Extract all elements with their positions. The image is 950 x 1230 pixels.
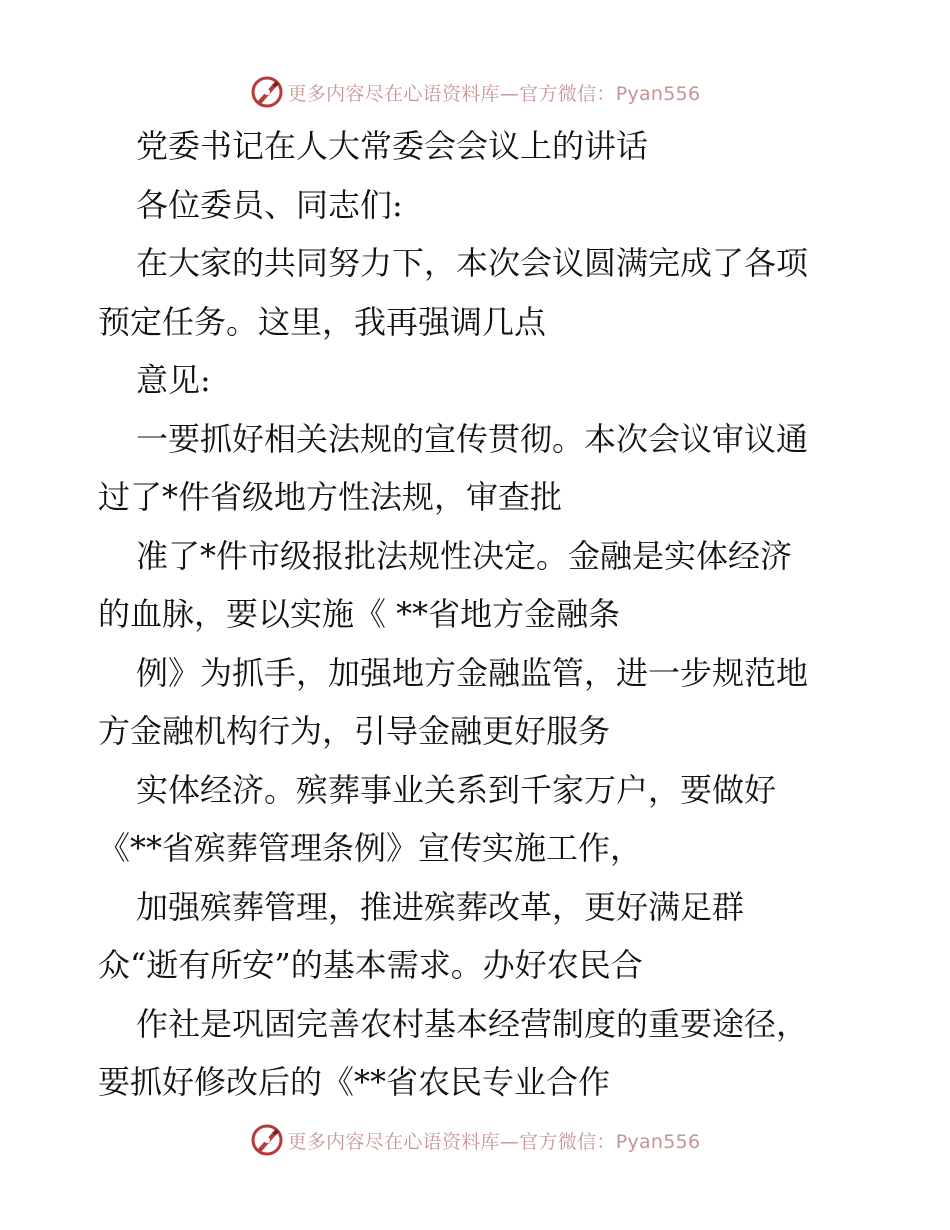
watermark-wechat-id: Pyan556 <box>615 82 701 105</box>
doc-line: 预定任务。这里，我再强调几点 <box>98 303 547 341</box>
document-body <box>0 120 950 1110</box>
doc-line: 方金融机构行为，引导金融更好服务 <box>98 712 611 750</box>
doc-line: 例》为抓手，加强地方金融监管，进一步规范地 <box>136 654 809 692</box>
pen-logo-icon <box>250 75 284 109</box>
watermark-separator: — <box>499 1130 520 1153</box>
doc-line: 要抓好修改后的《**省农民专业合作 <box>98 1063 611 1101</box>
watermark-site: 更多内容尽在心语资料库 <box>287 82 500 105</box>
watermark-wechat-label: 官方微信： <box>519 1130 616 1153</box>
header-watermark <box>0 72 950 112</box>
watermark-separator: — <box>499 82 520 105</box>
doc-title: 党委书记在人大常委会会议上的讲话 <box>136 127 649 165</box>
doc-line: 准了*件市级报批法规性决定。金融是实体经济 <box>136 537 793 575</box>
watermark-content <box>250 1123 701 1157</box>
watermark-content <box>250 75 701 109</box>
watermark-text <box>288 79 701 106</box>
watermark-text <box>288 1127 701 1154</box>
doc-line: 过了*件省级地方性法规，审查批 <box>98 478 563 516</box>
doc-salutation: 各位委员、同志们: <box>136 186 403 224</box>
doc-line: 在大家的共同努力下，本次会议圆满完成了各项 <box>136 244 809 282</box>
doc-line: 加强殡葬管理，推进殡葬改革，更好满足群 <box>136 888 745 926</box>
watermark-wechat-id: Pyan556 <box>615 1130 701 1153</box>
doc-line: 众“逝有所安”的基本需求。办好农民合 <box>98 946 643 984</box>
footer-watermark <box>0 1120 950 1160</box>
doc-line: 实体经济。殡葬事业关系到千家万户，要做好 <box>136 771 777 809</box>
doc-line: 的血脉，要以实施《 **省地方金融条 <box>98 595 621 633</box>
doc-line: 一要抓好相关法规的宣传贯彻。本次会议审议通 <box>136 420 809 458</box>
doc-line: 意见: <box>136 361 211 399</box>
watermark-site: 更多内容尽在心语资料库 <box>287 1130 500 1153</box>
watermark-wechat-label: 官方微信： <box>519 82 616 105</box>
doc-line: 《**省殡葬管理条例》宣传实施工作， <box>98 829 643 867</box>
pen-logo-icon <box>250 1123 284 1157</box>
doc-line: 作社是巩固完善农村基本经营制度的重要途径， <box>136 1005 809 1043</box>
